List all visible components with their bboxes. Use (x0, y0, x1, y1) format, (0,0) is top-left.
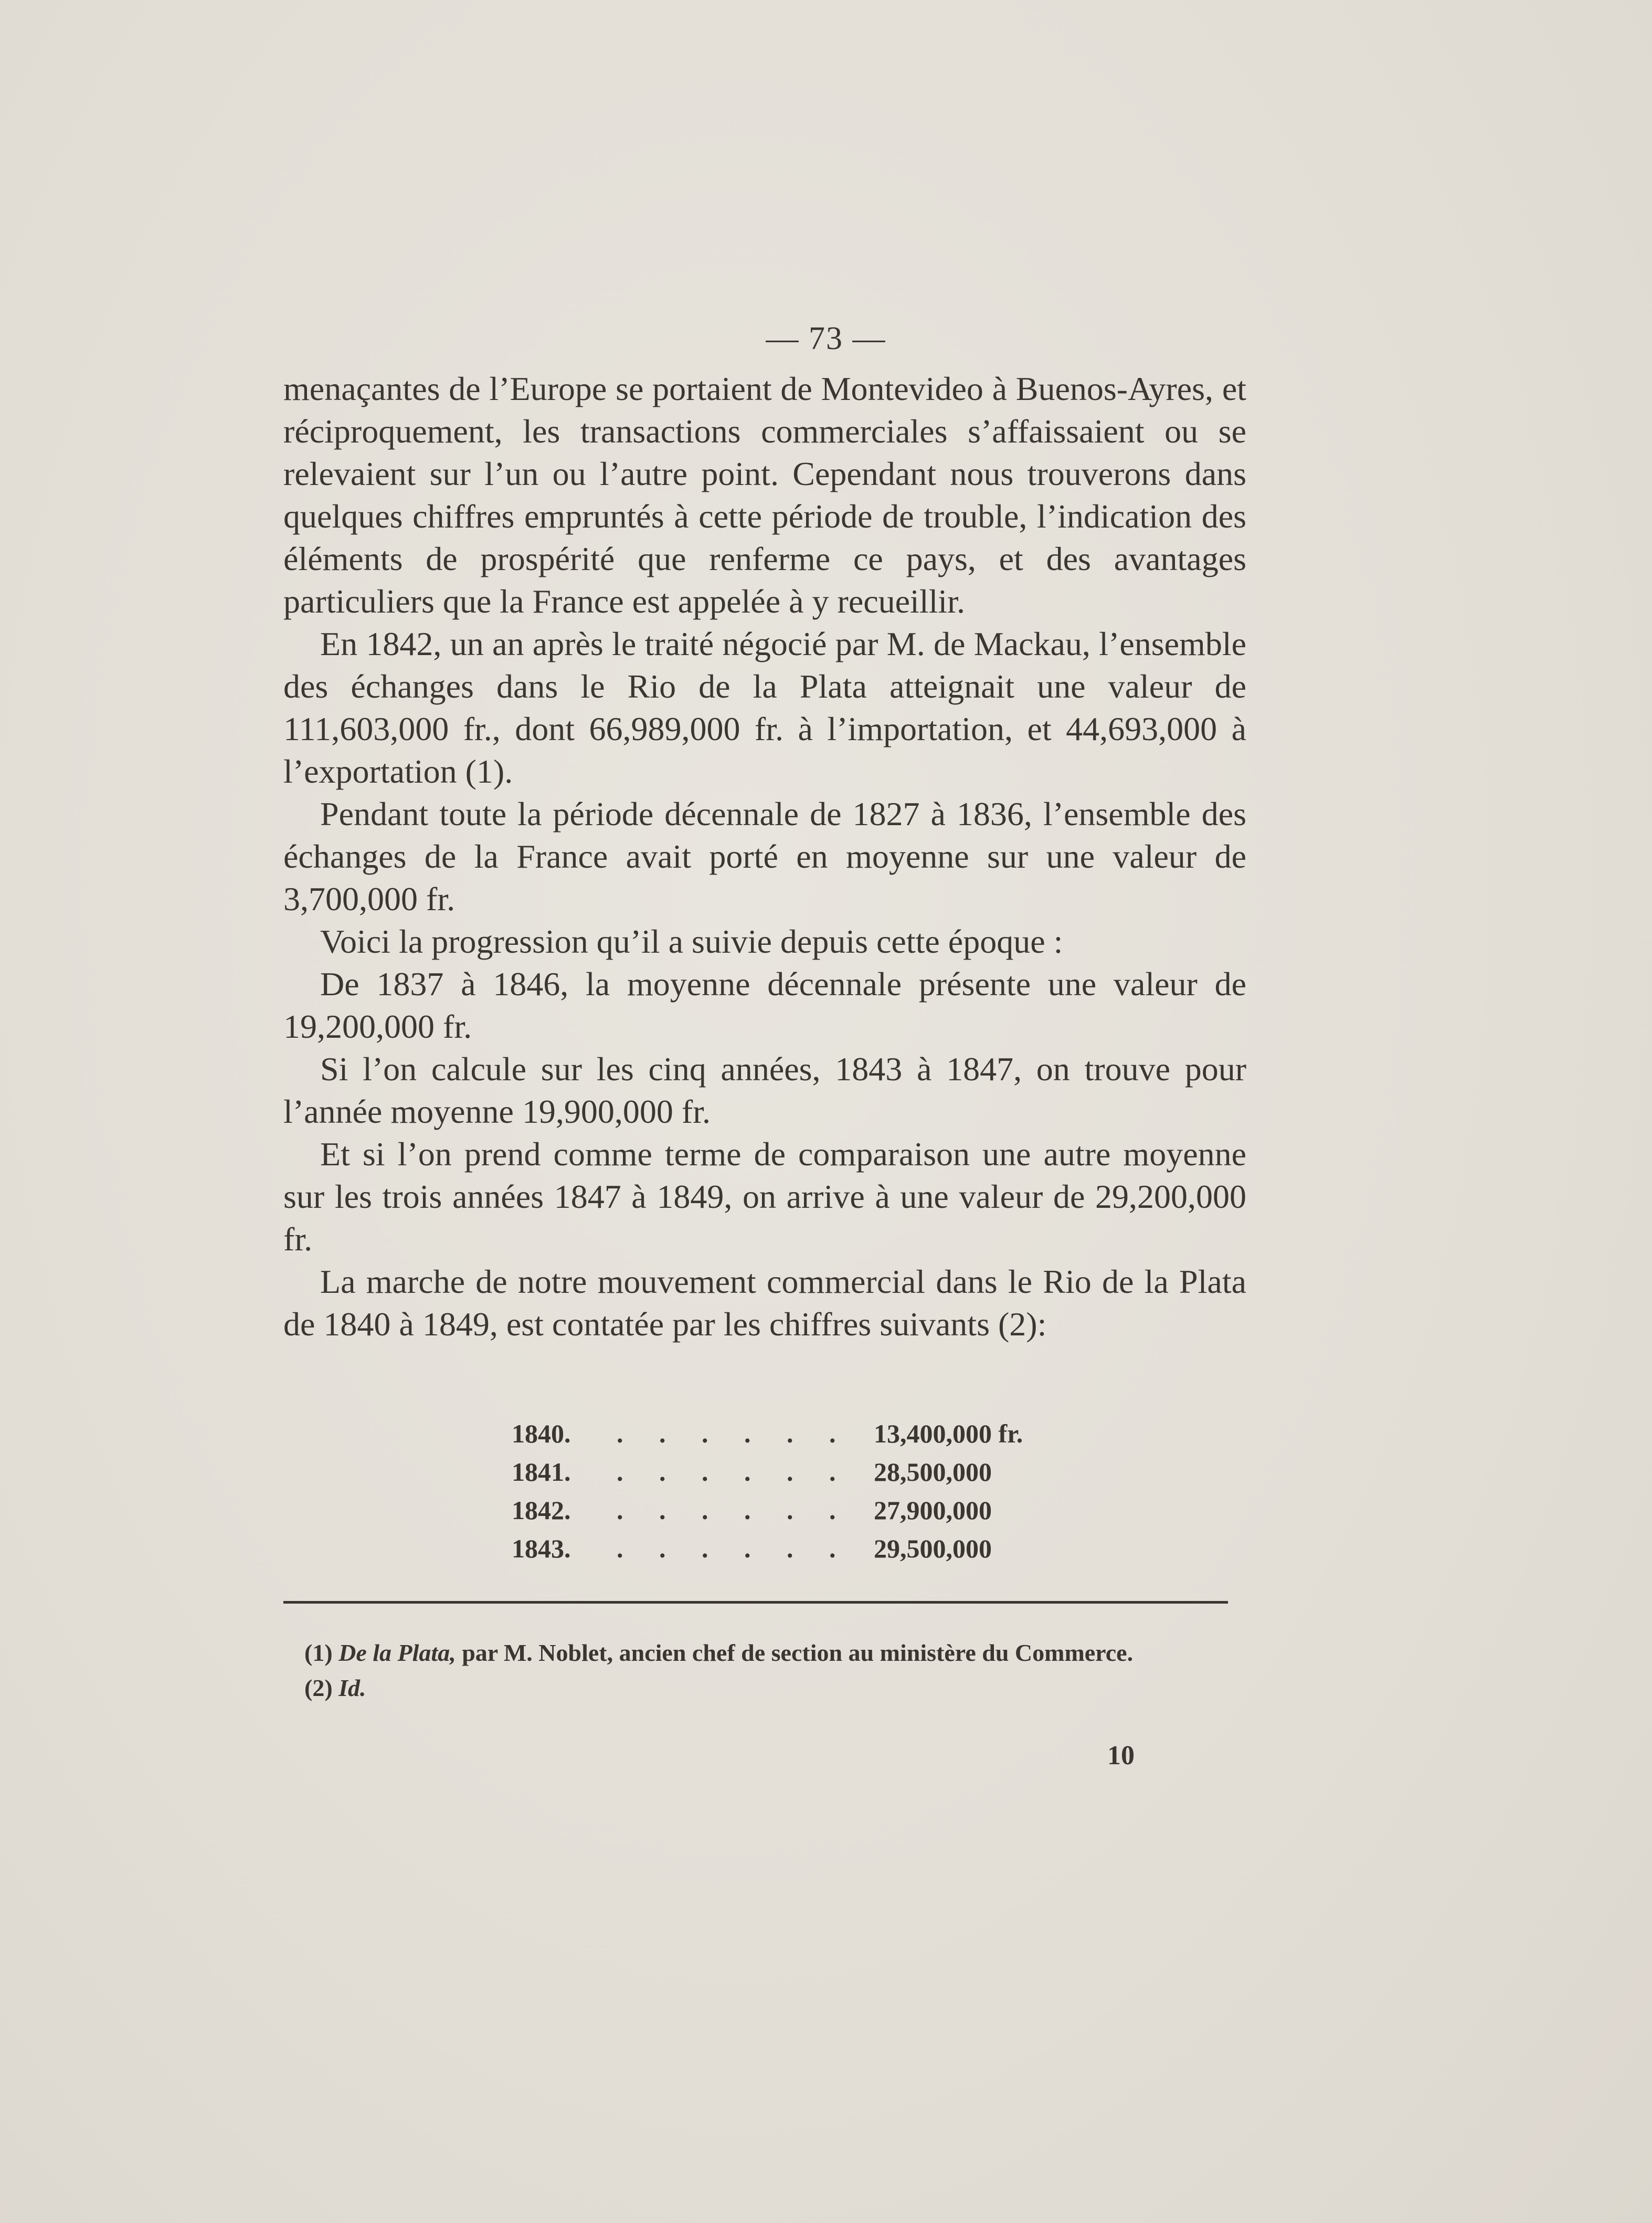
footnote-1-marker: (1) (304, 1639, 333, 1666)
paragraph: En 1842, un an après le traité négocié par M. de Mackau, l’ensemble des échanges dans le Rio de la Plata atteignait une valeur de 111,603,000 fr., dont 66,989,000 fr. à l’importation, et 44,693,000 à l’exportation (1). (283, 625, 1246, 790)
footnote-1-text: par M. Noblet, ancien chef de section au ministère du Commerce. (462, 1639, 1134, 1666)
footnote-2 (283, 1670, 1238, 1705)
table-value: 29,500,000 (874, 1534, 992, 1563)
paragraph: menaçantes de l’Europe se portaient de Montevideo à Buenos-Ayres, et réciproquement, les transactions commerciales s’affaissaient ou se relevaient sur l’un ou l’autre point. Cependant nous trouverons dans quelques chiffres empruntés à cette période de trouble, l’indication des éléments de prospérité que renferme ce pays, et des avantages particuliers que la France est appelée à y recueillir. (283, 370, 1246, 620)
trade-figures-table (512, 1415, 1063, 1568)
table-year: 1842. (512, 1495, 571, 1525)
paragraph: La marche de notre mouvement commercial dans le Rio de la Plata de 1840 à 1849, est contatée par les chiffres suivants (2): (283, 1263, 1246, 1343)
table-year: 1841. (512, 1457, 571, 1487)
paragraph: Voici la progression qu’il a suivie depuis cette époque : (320, 923, 1063, 960)
paragraph: Pendant toute la période décennale de 1827 à 1836, l’ensemble des échanges de la France avait porté en moyenne sur une valeur de 3,700,000 fr. (283, 795, 1246, 918)
paragraph: De 1837 à 1846, la moyenne décennale présente une valeur de 19,200,000 fr. (283, 965, 1246, 1045)
table-value: 27,900,000 (874, 1495, 992, 1525)
table-year: 1843. (512, 1534, 571, 1563)
body-text (283, 367, 1246, 1345)
table-leader-dots: . . . . . . (617, 1419, 851, 1448)
table-row (512, 1415, 1063, 1453)
paragraph: Si l’on calcule sur les cinq années, 1843 à 1847, on trouve pour l’année moyenne 19,900,000 fr. (283, 1050, 1246, 1130)
table-year: 1840. (512, 1419, 571, 1448)
table-leader-dots: . . . . . . (617, 1534, 851, 1563)
footnote-2-text: Id. (338, 1674, 366, 1701)
footnote-2-marker: (2) (304, 1674, 333, 1701)
signature-mark: 10 (1107, 1741, 1135, 1771)
table-leader-dots: . . . . . . (617, 1495, 851, 1525)
paragraph: Et si l’on prend comme terme de comparaison une autre moyenne sur les trois années 1847 à 1849, on arrive à une valeur de 29,200,000 fr. (283, 1135, 1246, 1258)
table-row (512, 1530, 1063, 1568)
footnote-divider (283, 1601, 1228, 1604)
footnote-1-title: De la Plata, (338, 1639, 456, 1666)
table-value: 13,400,000 fr. (874, 1419, 1023, 1448)
table-value: 28,500,000 (874, 1457, 992, 1487)
page-number: — 73 — (766, 321, 886, 356)
table-row (512, 1453, 1063, 1491)
table-leader-dots: . . . . . . (617, 1457, 851, 1487)
footnote-1 (283, 1635, 1238, 1670)
footnotes (283, 1635, 1238, 1705)
table-row (512, 1491, 1063, 1530)
